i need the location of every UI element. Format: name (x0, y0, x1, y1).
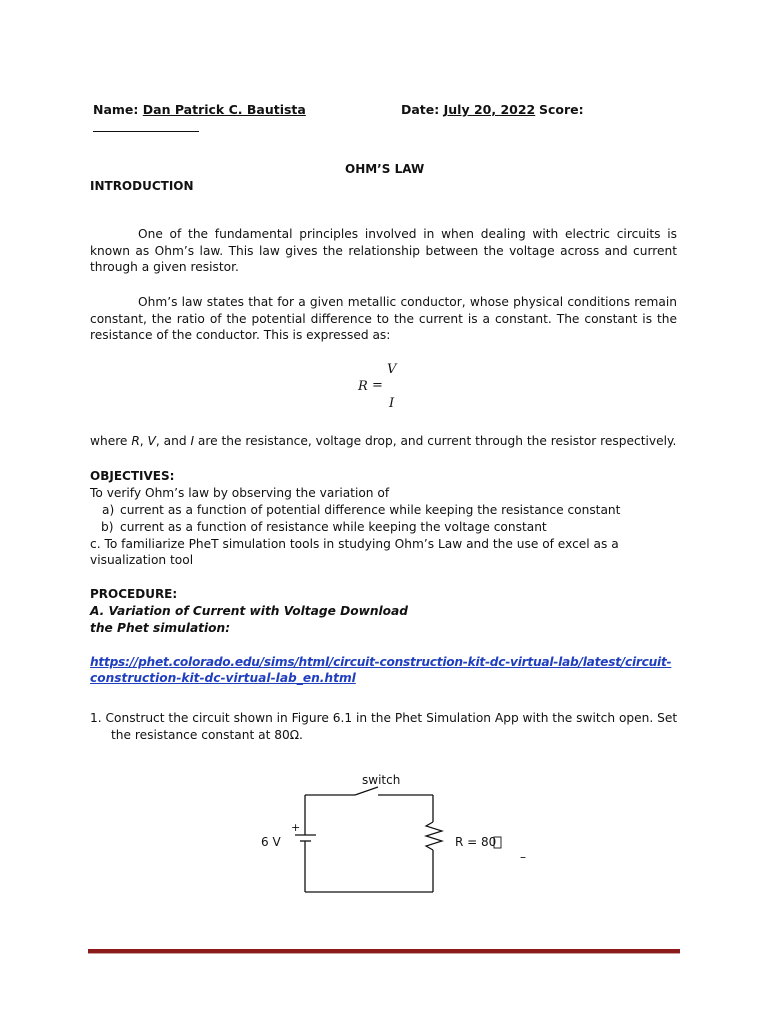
formula-numerator: V (387, 362, 397, 377)
introduction-heading: INTRODUCTION (90, 179, 194, 193)
procedure-subheading-line2: the Phet simulation: (90, 621, 231, 635)
footer-divider (88, 949, 680, 954)
formula-lhs: R (358, 379, 368, 394)
step-1-line2: the resistance constant at 80Ω. (111, 728, 303, 742)
objective-b: current as a function of resistance while keeping the voltage constant (120, 520, 547, 534)
intro-paragraph-2: Ohm’s law states that for a given metallic conductor, whose physical conditions remain constant, the ratio of the potential difference to the current is a constant. The constant is the resistance of the conductor. This is expressed as: (90, 295, 677, 342)
page-title: OHM’S LAW (345, 162, 425, 176)
where-pre: where (90, 434, 132, 448)
objective-a-marker: a) (102, 503, 115, 517)
where-v: V (147, 434, 156, 448)
formula-denominator: I (389, 396, 395, 411)
formula-equals: = (372, 378, 383, 393)
objective-c-line1: c. To familiarize PheT simulation tools in studying Ohm’s Law and the use of excel as a (90, 537, 619, 551)
step-1-line1: 1. Construct the circuit shown in Figure 6.1 in the Phet Simulation App with the switch open. Set (90, 711, 678, 725)
where-i: I (190, 434, 195, 448)
where-line (90, 434, 676, 448)
objective-b-marker: b) (101, 520, 114, 534)
objective-a: current as a function of potential difference while keeping the resistance constant (120, 503, 621, 517)
intro-paragraph-1: One of the fundamental principles involved in when dealing with electric circuits is known as Ohm’s law. This law gives the relationship between the voltage across and current through a given resistor. (90, 227, 677, 274)
objectives-lead: To verify Ohm’s law by observing the variation of (90, 486, 390, 500)
objective-c-line2: visualization tool (90, 553, 194, 567)
phet-link-line2[interactable]: construction-kit-dc-virtual-lab_en.html (90, 671, 356, 685)
name-label: Name: (93, 102, 139, 117)
resistor-symbol (426, 822, 442, 850)
battery-plus-sign: + (291, 821, 301, 834)
objectives-heading: OBJECTIVES: (90, 469, 175, 483)
date-label: Date: (401, 102, 440, 117)
procedure-subheading-line1: A. Variation of Current with Voltage Download (90, 604, 409, 618)
where-post: are the resistance, voltage drop, and current through the resistor respectively. (194, 434, 677, 448)
score-label: Score: (539, 102, 584, 117)
date-line (401, 102, 535, 117)
switch-blade (355, 787, 378, 795)
score-blank-line (93, 131, 199, 132)
where-sep1: , (139, 434, 148, 448)
switch-label: switch (362, 773, 401, 787)
date-value: July 20, 2022 (443, 102, 536, 117)
name-value: Dan Patrick C. Bautista (142, 102, 306, 117)
where-r: R (131, 434, 140, 448)
phet-link-line1[interactable]: https://phet.colorado.edu/sims/html/circuit-construction-kit-dc-virtual-lab/latest/circuit- (90, 655, 672, 669)
name-line (93, 102, 306, 117)
where-sep2: , and (155, 434, 191, 448)
procedure-heading: PROCEDURE: (90, 587, 178, 601)
battery-voltage-label: 6 V (261, 835, 281, 849)
circuit-diagram (250, 765, 540, 900)
resistor-value-label: R = 80 (455, 835, 497, 849)
minus-sign: – (520, 850, 526, 864)
